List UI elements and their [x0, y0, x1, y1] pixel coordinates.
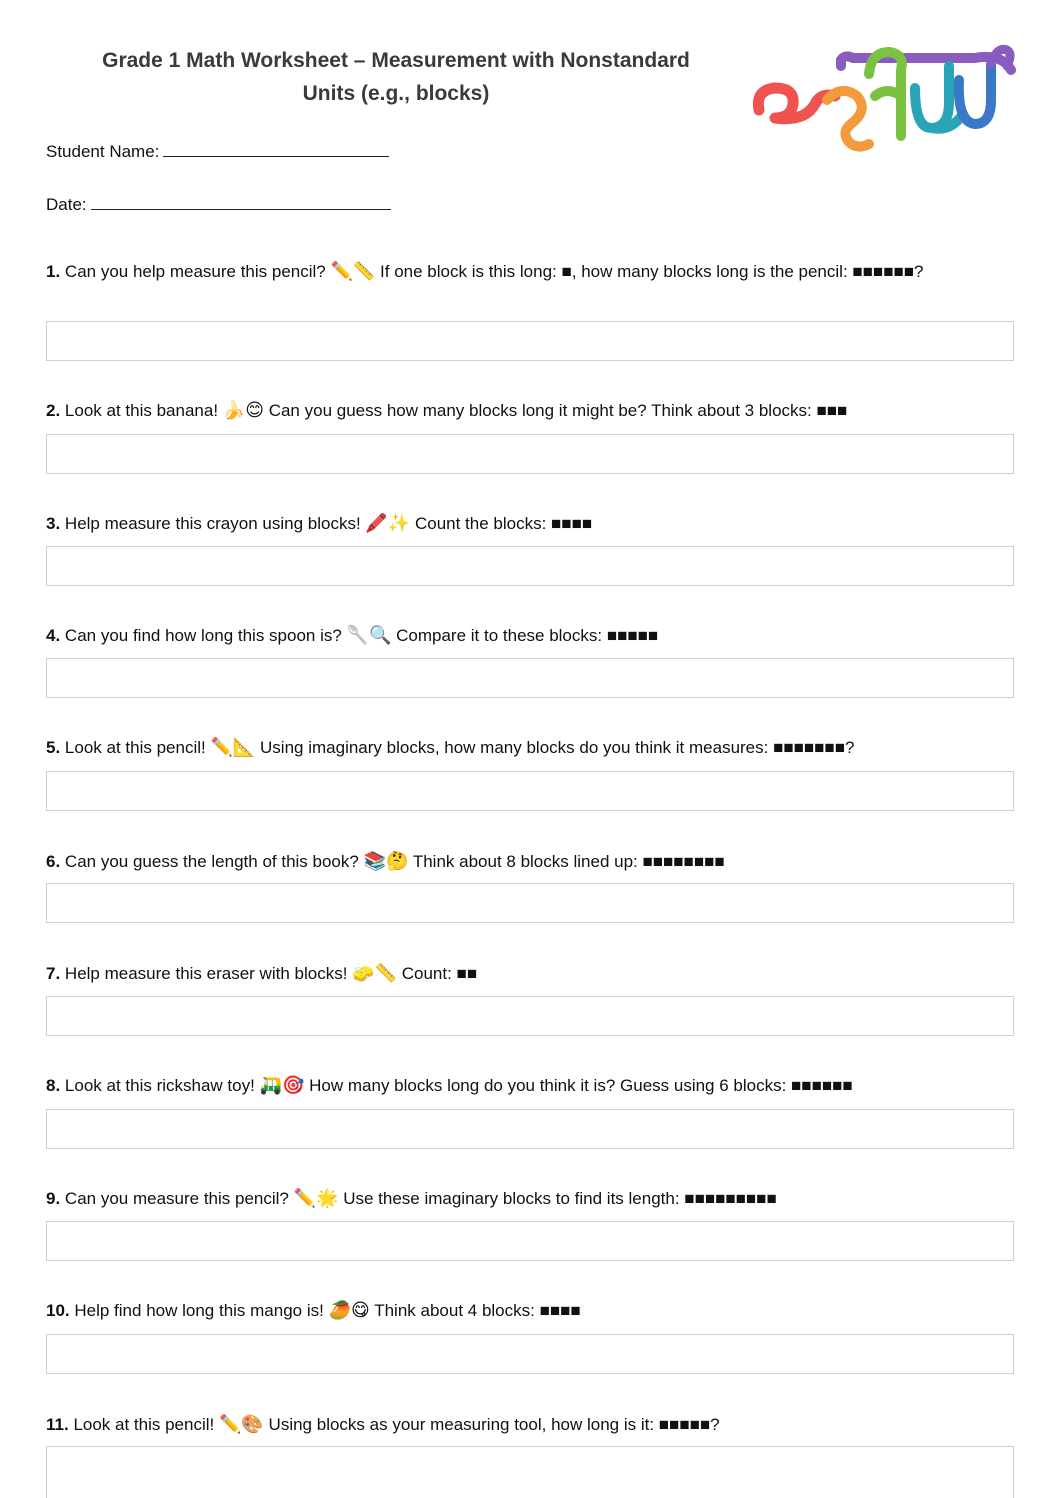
- question-number: 3.: [46, 514, 61, 533]
- question-10: [46, 1297, 1016, 1325]
- question-text-continued: Compare it to these blocks: ■■■■■: [396, 626, 659, 645]
- pencil-triangle-ruler-icon: ✏️📐: [210, 737, 256, 758]
- answer-box-1[interactable]: [46, 321, 1014, 361]
- answer-box-11[interactable]: [46, 1446, 1014, 1498]
- question-text: Can you help measure this pencil?: [64, 262, 326, 281]
- question-text-continued: Think about 4 blocks: ■■■■: [374, 1301, 581, 1320]
- question-text: Look at this pencil!: [64, 738, 206, 757]
- question-7: [46, 960, 1016, 988]
- question-number: 7.: [46, 964, 61, 983]
- question-number: 1.: [46, 262, 61, 281]
- worksheet-title: [46, 44, 746, 110]
- date-field[interactable]: [46, 193, 391, 215]
- sponge-ruler-icon: 🧽📏: [352, 963, 397, 984]
- question-number: 9.: [46, 1189, 61, 1208]
- question-number: 2.: [46, 401, 61, 420]
- student-name-blank[interactable]: [163, 140, 389, 157]
- question-text: Help measure this eraser with blocks!: [64, 964, 348, 983]
- question-text: Help find how long this mango is!: [74, 1301, 324, 1320]
- title-line-2: Units (e.g., blocks): [302, 82, 490, 105]
- question-number: 6.: [46, 852, 61, 871]
- banana-smile-icon: 🍌😊: [222, 400, 264, 421]
- question-text-continued: Can you guess how many blocks long it might be? Think about 3 blocks: ■■■: [268, 401, 848, 420]
- question-4: [46, 622, 1016, 650]
- question-text: Look at this pencil!: [73, 1415, 215, 1434]
- question-number: 8.: [46, 1076, 61, 1095]
- question-number: 4.: [46, 626, 61, 645]
- student-name-field[interactable]: [46, 140, 389, 162]
- question-number: 5.: [46, 738, 61, 757]
- question-text-continued: Count the blocks: ■■■■: [414, 514, 593, 533]
- answer-box-5[interactable]: [46, 771, 1014, 811]
- question-text-continued: How many blocks long do you think it is? Guess using 6 blocks: ■■■■■■: [309, 1076, 853, 1095]
- mango-yum-icon: 🥭😋: [328, 1300, 370, 1321]
- pencil-star-icon: ✏️🌟: [293, 1188, 339, 1209]
- answer-box-9[interactable]: [46, 1221, 1014, 1261]
- question-text-continued: If one block is this long: ■, how many blocks long is the pencil: ■■■■■■?: [380, 262, 924, 281]
- question-text: Help measure this crayon using blocks!: [64, 514, 361, 533]
- question-text-continued: Count: ■■: [401, 964, 478, 983]
- question-text: Look at this rickshaw toy!: [64, 1076, 255, 1095]
- pencil-palette-icon: ✏️🎨: [218, 1414, 264, 1435]
- question-6: [46, 848, 1016, 876]
- logo-graphic: [745, 40, 1020, 155]
- answer-box-7[interactable]: [46, 996, 1014, 1036]
- question-text-continued: Think about 8 blocks lined up: ■■■■■■■■: [412, 852, 725, 871]
- date-label: Date:: [46, 195, 87, 214]
- question-3: [46, 510, 1016, 538]
- answer-box-4[interactable]: [46, 658, 1014, 698]
- crayon-sparkles-icon: 🖍️✨: [365, 513, 411, 534]
- student-name-label: Student Name:: [46, 142, 160, 161]
- answer-box-8[interactable]: [46, 1109, 1014, 1149]
- date-blank[interactable]: [91, 193, 391, 210]
- books-thinking-icon: 📚🤔: [363, 851, 409, 872]
- spoon-magnifier-icon: 🥄🔍: [346, 625, 392, 646]
- question-number: 11.: [46, 1415, 69, 1434]
- question-text: Can you guess the length of this book?: [64, 852, 359, 871]
- question-5: [46, 734, 1016, 762]
- brand-logo: [745, 40, 1020, 155]
- answer-box-10[interactable]: [46, 1334, 1014, 1374]
- question-text: Can you find how long this spoon is?: [64, 626, 342, 645]
- question-9: [46, 1185, 1016, 1213]
- question-1: [46, 258, 1016, 286]
- question-text-continued: Using imaginary blocks, how many blocks do you think it measures: ■■■■■■■?: [260, 738, 855, 757]
- title-line-1: Grade 1 Math Worksheet – Measurement with Nonstandard: [102, 49, 690, 72]
- answer-box-2[interactable]: [46, 434, 1014, 474]
- question-text: Can you measure this pencil?: [64, 1189, 289, 1208]
- answer-box-3[interactable]: [46, 546, 1014, 586]
- question-text-continued: Using blocks as your measuring tool, how long is it: ■■■■■?: [268, 1415, 720, 1434]
- pencil-ruler-icon: ✏️📏: [330, 261, 376, 282]
- rickshaw-target-icon: 🛺🎯: [259, 1075, 305, 1096]
- question-text-continued: Use these imaginary blocks to find its length: ■■■■■■■■■: [343, 1189, 777, 1208]
- question-2: [46, 397, 1016, 425]
- question-text: Look at this banana!: [64, 401, 219, 420]
- question-number: 10.: [46, 1301, 70, 1320]
- answer-box-6[interactable]: [46, 883, 1014, 923]
- question-8: [46, 1072, 1016, 1100]
- question-11: [46, 1411, 1016, 1439]
